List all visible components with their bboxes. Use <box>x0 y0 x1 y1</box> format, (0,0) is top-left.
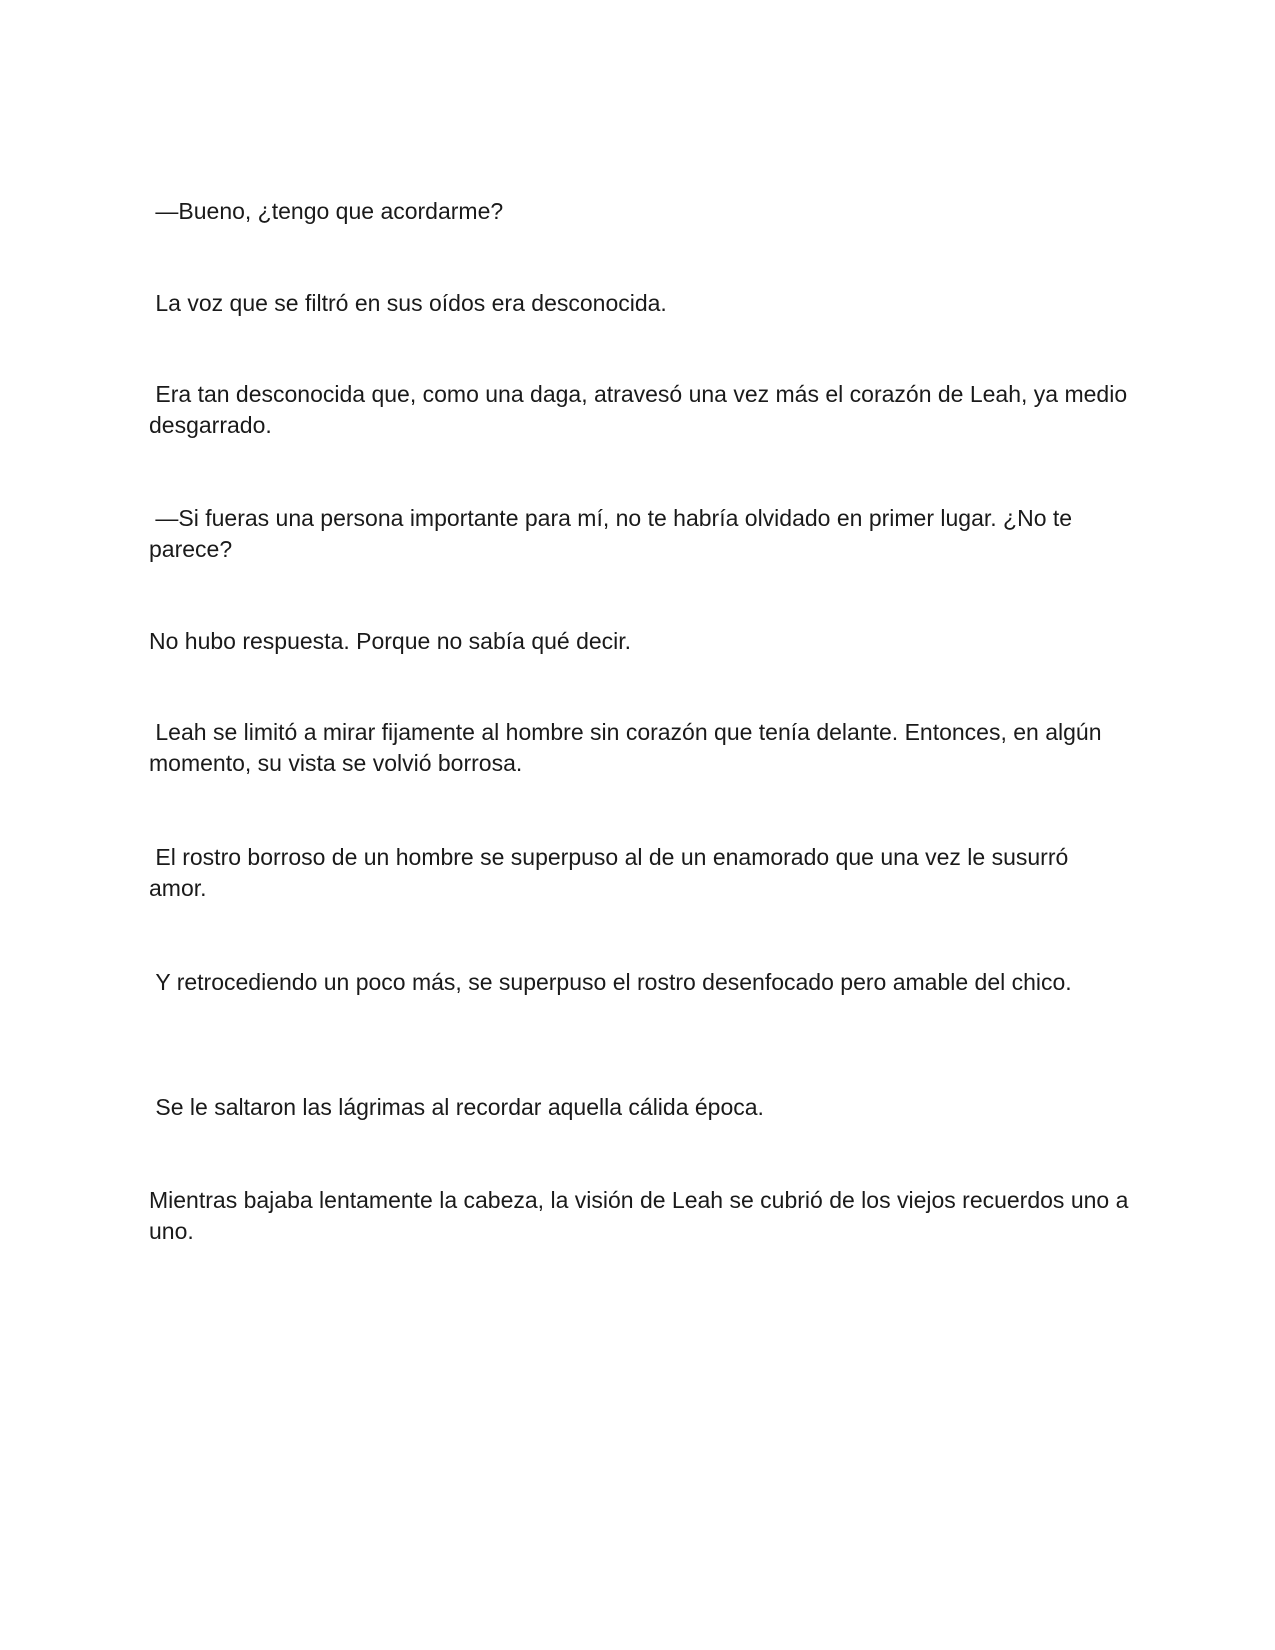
paragraph-8: Y retrocediendo un poco más, se superpuso el rostro desenfocado pero amable del chico. <box>149 969 1072 995</box>
paragraph-5: No hubo respuesta. Porque no sabía qué decir. <box>149 628 632 654</box>
paragraph-9: Se le saltaron las lágrimas al recordar aquella cálida época. <box>149 1094 764 1120</box>
paragraph-4: —Si fueras una persona importante para mí, no te habría olvidado en primer lugar. ¿No te parece? <box>149 505 1079 562</box>
paragraph-6: Leah se limitó a mirar fijamente al hombre sin corazón que tenía delante. Entonces, en algún momento, su vista se volvió borrosa. <box>149 719 1108 776</box>
paragraph-3: Era tan desconocida que, como una daga, atravesó una vez más el corazón de Leah, ya medio desgarrado. <box>149 381 1134 438</box>
paragraph-1: —Bueno, ¿tengo que acordarme? <box>149 198 504 224</box>
paragraph-7: El rostro borroso de un hombre se superpuso al de un enamorado que una vez le susurró amor. <box>149 844 1075 901</box>
paragraph-10: Mientras bajaba lentamente la cabeza, la visión de Leah se cubrió de los viejos recuerdos uno a uno. <box>149 1187 1135 1244</box>
paragraph-2: La voz que se filtró en sus oídos era desconocida. <box>149 290 667 316</box>
